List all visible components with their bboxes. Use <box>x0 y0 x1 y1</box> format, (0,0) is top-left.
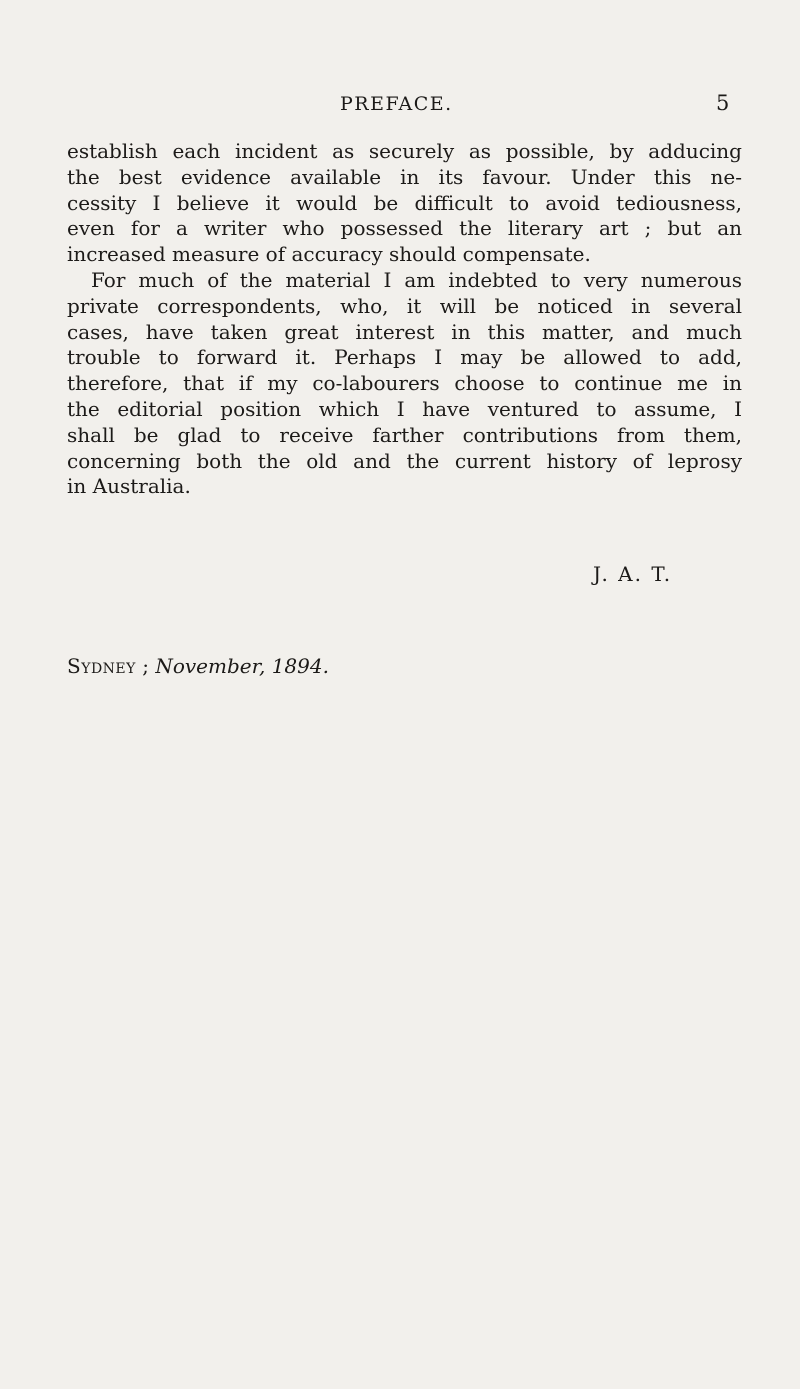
text-line: trouble to forward it. Perhaps I may be allowed to add, <box>67 345 742 370</box>
dateline-place: Sydney <box>67 654 136 678</box>
text-line: therefore, that if my co-labourers choose to continue me in <box>67 371 742 396</box>
text-line: the best evidence available in its favour. Under this ne- <box>67 164 742 189</box>
text-line: concerning both the old and the current history of leprosy <box>67 448 742 473</box>
text-line: cases, have taken great interest in this matter, and much <box>67 319 742 344</box>
dateline-separator: ; <box>135 654 156 678</box>
text-line: establish each incident as securely as possible, by adducing <box>67 139 742 163</box>
dateline-date: November, 1894. <box>155 654 329 678</box>
text-line: increased measure of accuracy should compensate. <box>67 242 591 267</box>
text-line: in Australia. <box>67 474 191 499</box>
text-line: For much of the material I am indebted to very numerous <box>91 267 742 292</box>
text-line: shall be glad to receive farther contributions from them, <box>67 422 742 447</box>
preface-text <box>67 139 742 500</box>
text-line: even for a writer who possessed the literary art ; but an <box>67 216 742 241</box>
author-initials: J. A. T. <box>593 562 673 586</box>
text-line: cessity I believe it would be difficult to avoid tediousness, <box>67 190 742 215</box>
text-line: the editorial position which I have ventured to assume, I <box>67 396 742 421</box>
running-title: PREFACE. <box>340 93 453 115</box>
text-line: private correspondents, who, it will be noticed in several <box>67 293 742 318</box>
page-number: 5 <box>716 91 730 115</box>
dateline <box>67 654 329 678</box>
